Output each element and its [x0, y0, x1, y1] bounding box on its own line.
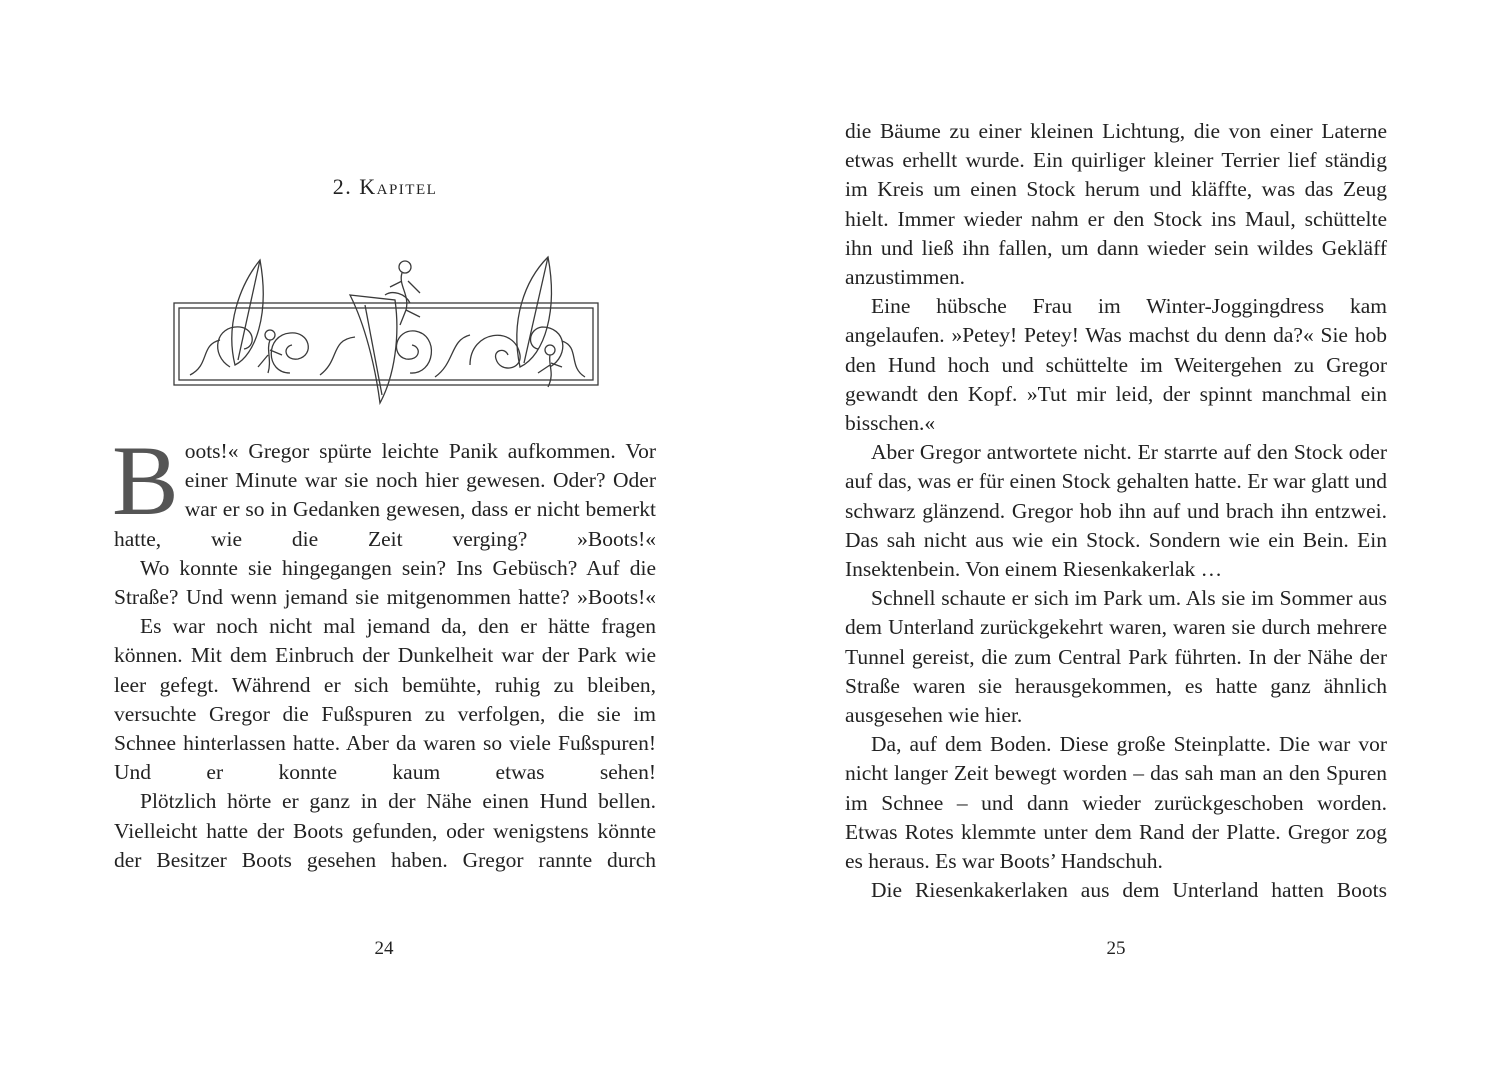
paragraph: Da, auf dem Boden. Diese große Steinplatte. Die war vor nicht langer Zeit bewegt worden – das sah man an den Spuren im Schnee – und dann wieder zurückgeschoben worden. Etwas Rotes klemmte unter dem Rand der Platte. Gregor zog es heraus. Es war Boots’ Handschuh. [845, 732, 1387, 874]
paragraph: Schnell schaute er sich im Park um. Als sie im Sommer aus dem Unterland zurückgekehrt waren, waren sie durch mehrere Tunnel gereist, die zum Central Park führten. In der Nähe der Straße waren sie herausgekommen, es hatte ganz ähnlich ausgesehen wie hier. [845, 586, 1387, 728]
paragraph [112, 425, 656, 554]
right-page [750, 0, 1500, 1086]
paragraph: Es war noch nicht mal jemand da, den er hätte fragen können. Mit dem Einbruch der Dunkelheit war der Park wie leer gefegt. Während er sich bemühte, ruhig zu bleiben, versuchte Gregor die Fußspuren zu verfolgen, die sie im Schnee hinterlassen hatte. Aber da waren so viele Fußspuren! Und er konnte kaum etwas sehen! [114, 614, 656, 785]
page-number: 25 [1106, 938, 1126, 959]
paragraph: Wo konnte sie hingegangen sein? Ins Gebüsch? Auf die Straße? Und wenn jemand sie mitgenommen hatte? »Boots!« [114, 555, 656, 610]
chapter-title: 2. Kapitel [332, 174, 438, 199]
paragraph: Die Riesenkakerlaken aus dem Unterland hatten Boots [871, 878, 1387, 903]
drop-cap: B [112, 425, 179, 536]
page-number: 24 [374, 938, 394, 959]
chapter-ornament-illustration [170, 255, 602, 405]
paragraph: die Bäume zu einer kleinen Lichtung, die von einer Laterne etwas erhellt wurde. Ein quirliger kleiner Terrier lief ständig im Kreis um einen Stock herum und kläffte, was das Zeug hielt. Immer wieder nahm er den Stock ins Maul, schüttelte ihn und ließ ihn fallen, um dann wieder sein wildes Gekläff anzustimmen. [845, 119, 1387, 290]
paragraph: Plötzlich hörte er ganz in der Nähe einen Hund bellen. Vielleicht hatte der Boots gefunden, oder wenigstens könnte der Besitzer Boots gesehen haben. Gregor rannte durch [114, 789, 656, 872]
paragraph: Aber Gregor antwortete nicht. Er starrte auf den Stock oder auf das, was er für einen Stock gehalten hatte. Er war glatt und schwarz glänzend. Gregor hob ihn auf und brach ihn entzwei. Das sah nicht aus wie ein Stock. Sondern wie ein Bein. Ein Insektenbein. Von einem Riesenkakerlak … [845, 440, 1387, 582]
paragraph-text: oots!« Gregor spürte leichte Panik aufkommen. Vor einer Minute war sie noch hier gewesen. Oder? Oder war er so in Gedanken gewesen, dass er nicht bemerkt hatte, wie die Zeit verging? »Boots!« [114, 439, 656, 551]
paragraph: Eine hübsche Frau im Winter-Joggingdress kam angelaufen. »Petey! Petey! Was machst du denn da?« Sie hob den Hund hoch und schüttelte im Weitergehen zu Gregor gewandt den Kopf. »Tut mir leid, der spinnt manchmal ein bisschen.« [845, 294, 1387, 436]
right-page-body [845, 117, 1387, 905]
left-page-body [112, 425, 656, 875]
